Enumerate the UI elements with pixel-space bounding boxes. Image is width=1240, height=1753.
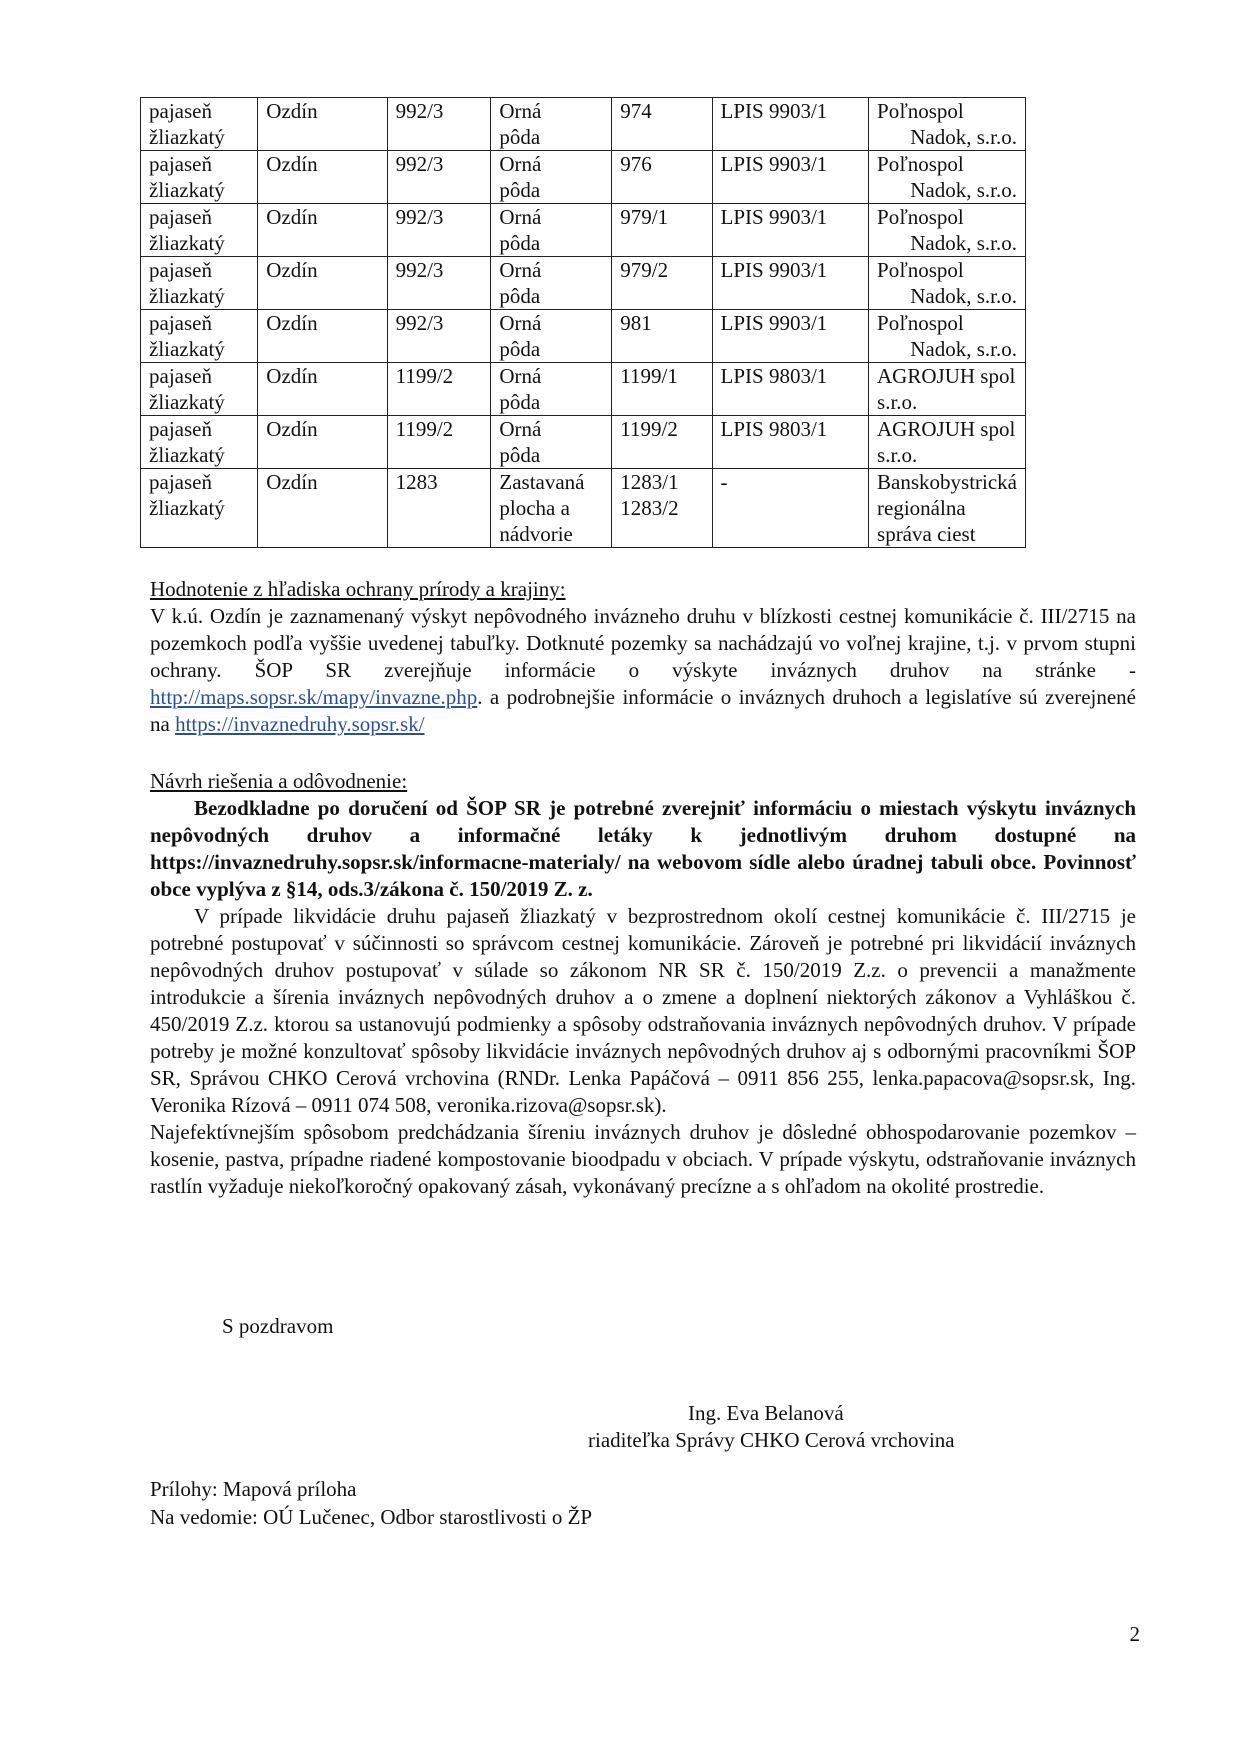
table-cell-plot [612, 416, 712, 469]
cell-line: 1283/2 [620, 496, 679, 520]
cell-line: 1199/2 [620, 417, 678, 441]
cell-line: AGROJUH spol [877, 417, 1016, 441]
table-cell-plot [612, 310, 712, 363]
cell-line: pôda [499, 443, 541, 467]
assessment-heading: Hodnotenie z hľadiska ochrany prírody a krajiny: [150, 577, 566, 601]
cell-line: 976 [620, 152, 652, 176]
plots-table [140, 97, 1026, 548]
table-cell-lpis [712, 416, 868, 469]
cell-line: LPIS 9903/1 [720, 205, 828, 229]
table-cell-plot [612, 257, 712, 310]
table-cell-owner [869, 204, 1026, 257]
table-row [141, 151, 1026, 204]
table-cell-owner [869, 257, 1026, 310]
table-cell-species [141, 151, 258, 204]
cell-line: Ozdín [266, 470, 318, 494]
table-row [141, 416, 1026, 469]
table-cell-lpis [712, 98, 868, 151]
cell-line: Nadok, s.r.o. [910, 337, 1017, 361]
cell-line: 979/1 [620, 205, 669, 229]
cell-line: pôda [499, 125, 541, 149]
cell-line: 992/3 [395, 152, 444, 176]
table-cell-species [141, 469, 258, 548]
table-cell-species [141, 257, 258, 310]
cell-line: Poľnospol [877, 311, 964, 335]
cell-line: Nadok, s.r.o. [910, 284, 1017, 308]
table-cell-lpis [712, 469, 868, 548]
cell-line: pajaseň [149, 470, 212, 494]
cell-line: 1199/1 [620, 364, 678, 388]
cell-line: žliazkatý [149, 496, 225, 520]
cell-line: pajaseň [149, 417, 212, 441]
assessment-section [150, 576, 1136, 738]
assessment-text-part2: . a podrobnejšie informácie o inváznych druhoch a legislatíve sú zverejnené na [150, 685, 1136, 736]
cell-line: Zastavaná [499, 470, 585, 494]
cell-line: žliazkatý [149, 231, 225, 255]
table-cell-plot [612, 204, 712, 257]
cell-line: Ozdín [266, 99, 318, 123]
proposal-heading: Návrh riešenia a odôvodnenie: [150, 769, 408, 793]
maps-link[interactable]: http://maps.sopsr.sk/mapy/invazne.php [150, 685, 478, 709]
cell-line: pôda [499, 337, 541, 361]
cell-line: LPIS 9903/1 [720, 311, 828, 335]
cell-line: správa ciest [877, 522, 976, 546]
table-cell-land-type [491, 257, 612, 310]
cell-line: Poľnospol [877, 152, 964, 176]
cell-line: 1199/2 [395, 417, 454, 441]
assessment-text-part1: V k.ú. Ozdín je zaznamenaný výskyt nepôvodného invázneho druhu v blízkosti cestnej komunikácie č. III/2715 na pozemkoch podľa vyššie uvedenej tabuľky. Dotknuté pozemky sa nachádzajú vo voľnej krajine, t.j. v prvom stupni ochrany. ŠOP SR zverejňuje informácie o výskyte inváznych druhov na stránke - [150, 604, 1136, 682]
signer-name: Ing. Eva Belanová [688, 1401, 844, 1425]
cell-line: Orná [499, 417, 542, 441]
table-cell-owner [869, 469, 1026, 548]
cell-line: Nadok, s.r.o. [910, 178, 1017, 202]
cell-line: 992/3 [395, 205, 444, 229]
table-cell-cadastre [258, 257, 387, 310]
table-cell-plot [612, 98, 712, 151]
table-row [141, 363, 1026, 416]
proposal-paragraph-1: V prípade likvidácie druhu pajaseň žliazkatý v bezprostrednom okolí cestnej komunikácie č. III/2715 je potrebné postupovať v súčinnosti so správcom cestnej komunikácie. Zároveň je potrebné pri likvidácií inváznych nepôvodných druhov postupovať v súlade so zákonom NR SR č. 150/2019 Z.z. o prevencii a manažmente introdukcie a šírenia inváznych nepôvodných druhov a o zmene a doplnení niektorých zákonov a Vyhláškou č. 450/2019 Z.z. ktorou sa ustanovujú podmienky a spôsoby odstraňovania inváznych nepôvodných druhov. V prípade potreby je možné konzultovať spôsoby likvidácie inváznych nepôvodných druhov aj s odbornými pracovníkmi ŠOP SR, Správou CHKO Cerová vrchovina (RNDr. Lenka Papáčová – 0911 856 255, lenka.papacova@sopsr.sk, Ing. Veronika Rízová – 0911 074 508, veronika.rizova@sopsr.sk). [150, 904, 1136, 1117]
cc-line: Na vedomie: OÚ Lučenec, Odbor starostlivosti o ŽP [150, 1505, 593, 1529]
table-cell-parcel [387, 257, 491, 310]
table-cell-land-type [491, 469, 612, 548]
table-cell-cadastre [258, 363, 387, 416]
cell-line: 992/3 [395, 99, 444, 123]
cell-line: Ozdín [266, 311, 318, 335]
cell-line: žliazkatý [149, 284, 225, 308]
table-row [141, 257, 1026, 310]
table-cell-land-type [491, 98, 612, 151]
table-cell-lpis [712, 151, 868, 204]
cell-line: Ozdín [266, 258, 318, 282]
invasive-species-link[interactable]: https://invaznedruhy.sopsr.sk/ [175, 712, 425, 736]
table-cell-land-type [491, 151, 612, 204]
signer-title: riaditeľka Správy CHKO Cerová vrchovina [588, 1428, 955, 1452]
table-cell-plot [612, 363, 712, 416]
cell-line: Banskobystrická [877, 470, 1017, 494]
proposal-paragraph-2: Najefektívnejším spôsobom predchádzania šíreniu inváznych druhov je dôsledné obhospodarovanie pozemkov – kosenie, pastva, prípadne riadené kompostovanie bioodpadu v obciach. V prípade výskytu, odstraňovanie inváznych rastlín vyžaduje niekoľkoročný opakovaný zásah, vykonávaný precízne a s ohľadom na okolité prostredie. [150, 1120, 1136, 1198]
cell-line: pôda [499, 231, 541, 255]
cell-line: Ozdín [266, 364, 318, 388]
table-cell-plot [612, 151, 712, 204]
greeting: S pozdravom [222, 1314, 334, 1338]
table-row [141, 469, 1026, 548]
table-cell-parcel [387, 98, 491, 151]
cell-line: žliazkatý [149, 178, 225, 202]
cell-line: Poľnospol [877, 258, 964, 282]
table-cell-parcel [387, 469, 491, 548]
cell-line: žliazkatý [149, 390, 225, 414]
cell-line: LPIS 9903/1 [720, 258, 828, 282]
table-row [141, 310, 1026, 363]
table-cell-owner [869, 98, 1026, 151]
table-cell-owner [869, 151, 1026, 204]
page-number: 2 [1129, 1622, 1140, 1646]
table-row [141, 204, 1026, 257]
cell-line: pajaseň [149, 311, 212, 335]
cell-line: s.r.o. [877, 443, 918, 467]
cell-line: Ozdín [266, 152, 318, 176]
assessment-text [150, 603, 1136, 738]
cell-line: pajaseň [149, 99, 212, 123]
proposal-bold-text: Bezodkladne po doručení od ŠOP SR je potrebné zverejniť informáciu o miestach výskytu inváznych nepôvodných druhov a informačné letáky k jednotlivým druhom dostupné na https://invaznedruhy.sopsr.sk/informacne-materialy/ na webovom sídle alebo úradnej tabuli obce. Povinnosť obce vyplýva z §14, ods.3/zákona č. 150/2019 Z. z. [150, 796, 1136, 901]
cell-line: Ozdín [266, 417, 318, 441]
cell-line: LPIS 9803/1 [720, 417, 828, 441]
cell-line: pajaseň [149, 205, 212, 229]
cell-line: pôda [499, 390, 541, 414]
table-cell-species [141, 416, 258, 469]
table-cell-parcel [387, 416, 491, 469]
table-cell-lpis [712, 363, 868, 416]
proposal-section [150, 768, 1136, 1200]
cell-line: s.r.o. [877, 390, 918, 414]
table-cell-lpis [712, 204, 868, 257]
cell-line: 1199/2 [395, 364, 454, 388]
table-cell-land-type [491, 310, 612, 363]
cell-line: Orná [499, 311, 542, 335]
cell-line: - [720, 470, 728, 494]
cell-line: LPIS 9903/1 [720, 99, 828, 123]
table-cell-species [141, 98, 258, 151]
cell-line: AGROJUH spol [877, 364, 1016, 388]
cell-line: Poľnospol [877, 205, 964, 229]
table-cell-lpis [712, 310, 868, 363]
cell-line: 1283/1 [620, 470, 679, 494]
table-cell-cadastre [258, 310, 387, 363]
table-row [141, 98, 1026, 151]
cell-line: 992/3 [395, 311, 444, 335]
cell-line: 981 [620, 311, 652, 335]
table-cell-owner [869, 363, 1026, 416]
cell-line: Orná [499, 364, 542, 388]
cell-line: Ozdín [266, 205, 318, 229]
cell-line: pôda [499, 284, 541, 308]
plots-table-body [141, 98, 1026, 548]
table-cell-parcel [387, 363, 491, 416]
cell-line: pôda [499, 178, 541, 202]
cell-line: žliazkatý [149, 443, 225, 467]
cell-line: 992/3 [395, 258, 444, 282]
cell-line: Orná [499, 99, 542, 123]
table-cell-parcel [387, 310, 491, 363]
cell-line: Orná [499, 152, 542, 176]
table-cell-plot [612, 469, 712, 548]
table-cell-species [141, 363, 258, 416]
cell-line: 974 [620, 99, 652, 123]
table-cell-owner [869, 310, 1026, 363]
table-cell-parcel [387, 204, 491, 257]
cell-line: Poľnospol [877, 99, 964, 123]
cell-line: 1283 [395, 470, 438, 494]
table-cell-parcel [387, 151, 491, 204]
cell-line: Nadok, s.r.o. [910, 125, 1017, 149]
cell-line: nádvorie [499, 522, 573, 546]
table-cell-cadastre [258, 98, 387, 151]
table-cell-cadastre [258, 151, 387, 204]
cell-line: pajaseň [149, 152, 212, 176]
cell-line: LPIS 9903/1 [720, 152, 828, 176]
attachments: Prílohy: Mapová príloha [150, 1477, 357, 1501]
table-cell-land-type [491, 363, 612, 416]
cell-line: regionálna [877, 496, 966, 520]
cell-line: pajaseň [149, 258, 212, 282]
table-cell-lpis [712, 257, 868, 310]
cell-line: Orná [499, 258, 542, 282]
table-cell-owner [869, 416, 1026, 469]
table-cell-cadastre [258, 469, 387, 548]
table-cell-species [141, 204, 258, 257]
table-cell-species [141, 310, 258, 363]
cell-line: Orná [499, 205, 542, 229]
cell-line: plocha a [499, 496, 570, 520]
table-cell-land-type [491, 416, 612, 469]
cell-line: žliazkatý [149, 337, 225, 361]
cell-line: žliazkatý [149, 125, 225, 149]
cell-line: LPIS 9803/1 [720, 364, 828, 388]
cell-line: 979/2 [620, 258, 669, 282]
cell-line: pajaseň [149, 364, 212, 388]
table-cell-cadastre [258, 204, 387, 257]
cell-line: Nadok, s.r.o. [910, 231, 1017, 255]
table-cell-land-type [491, 204, 612, 257]
table-cell-cadastre [258, 416, 387, 469]
